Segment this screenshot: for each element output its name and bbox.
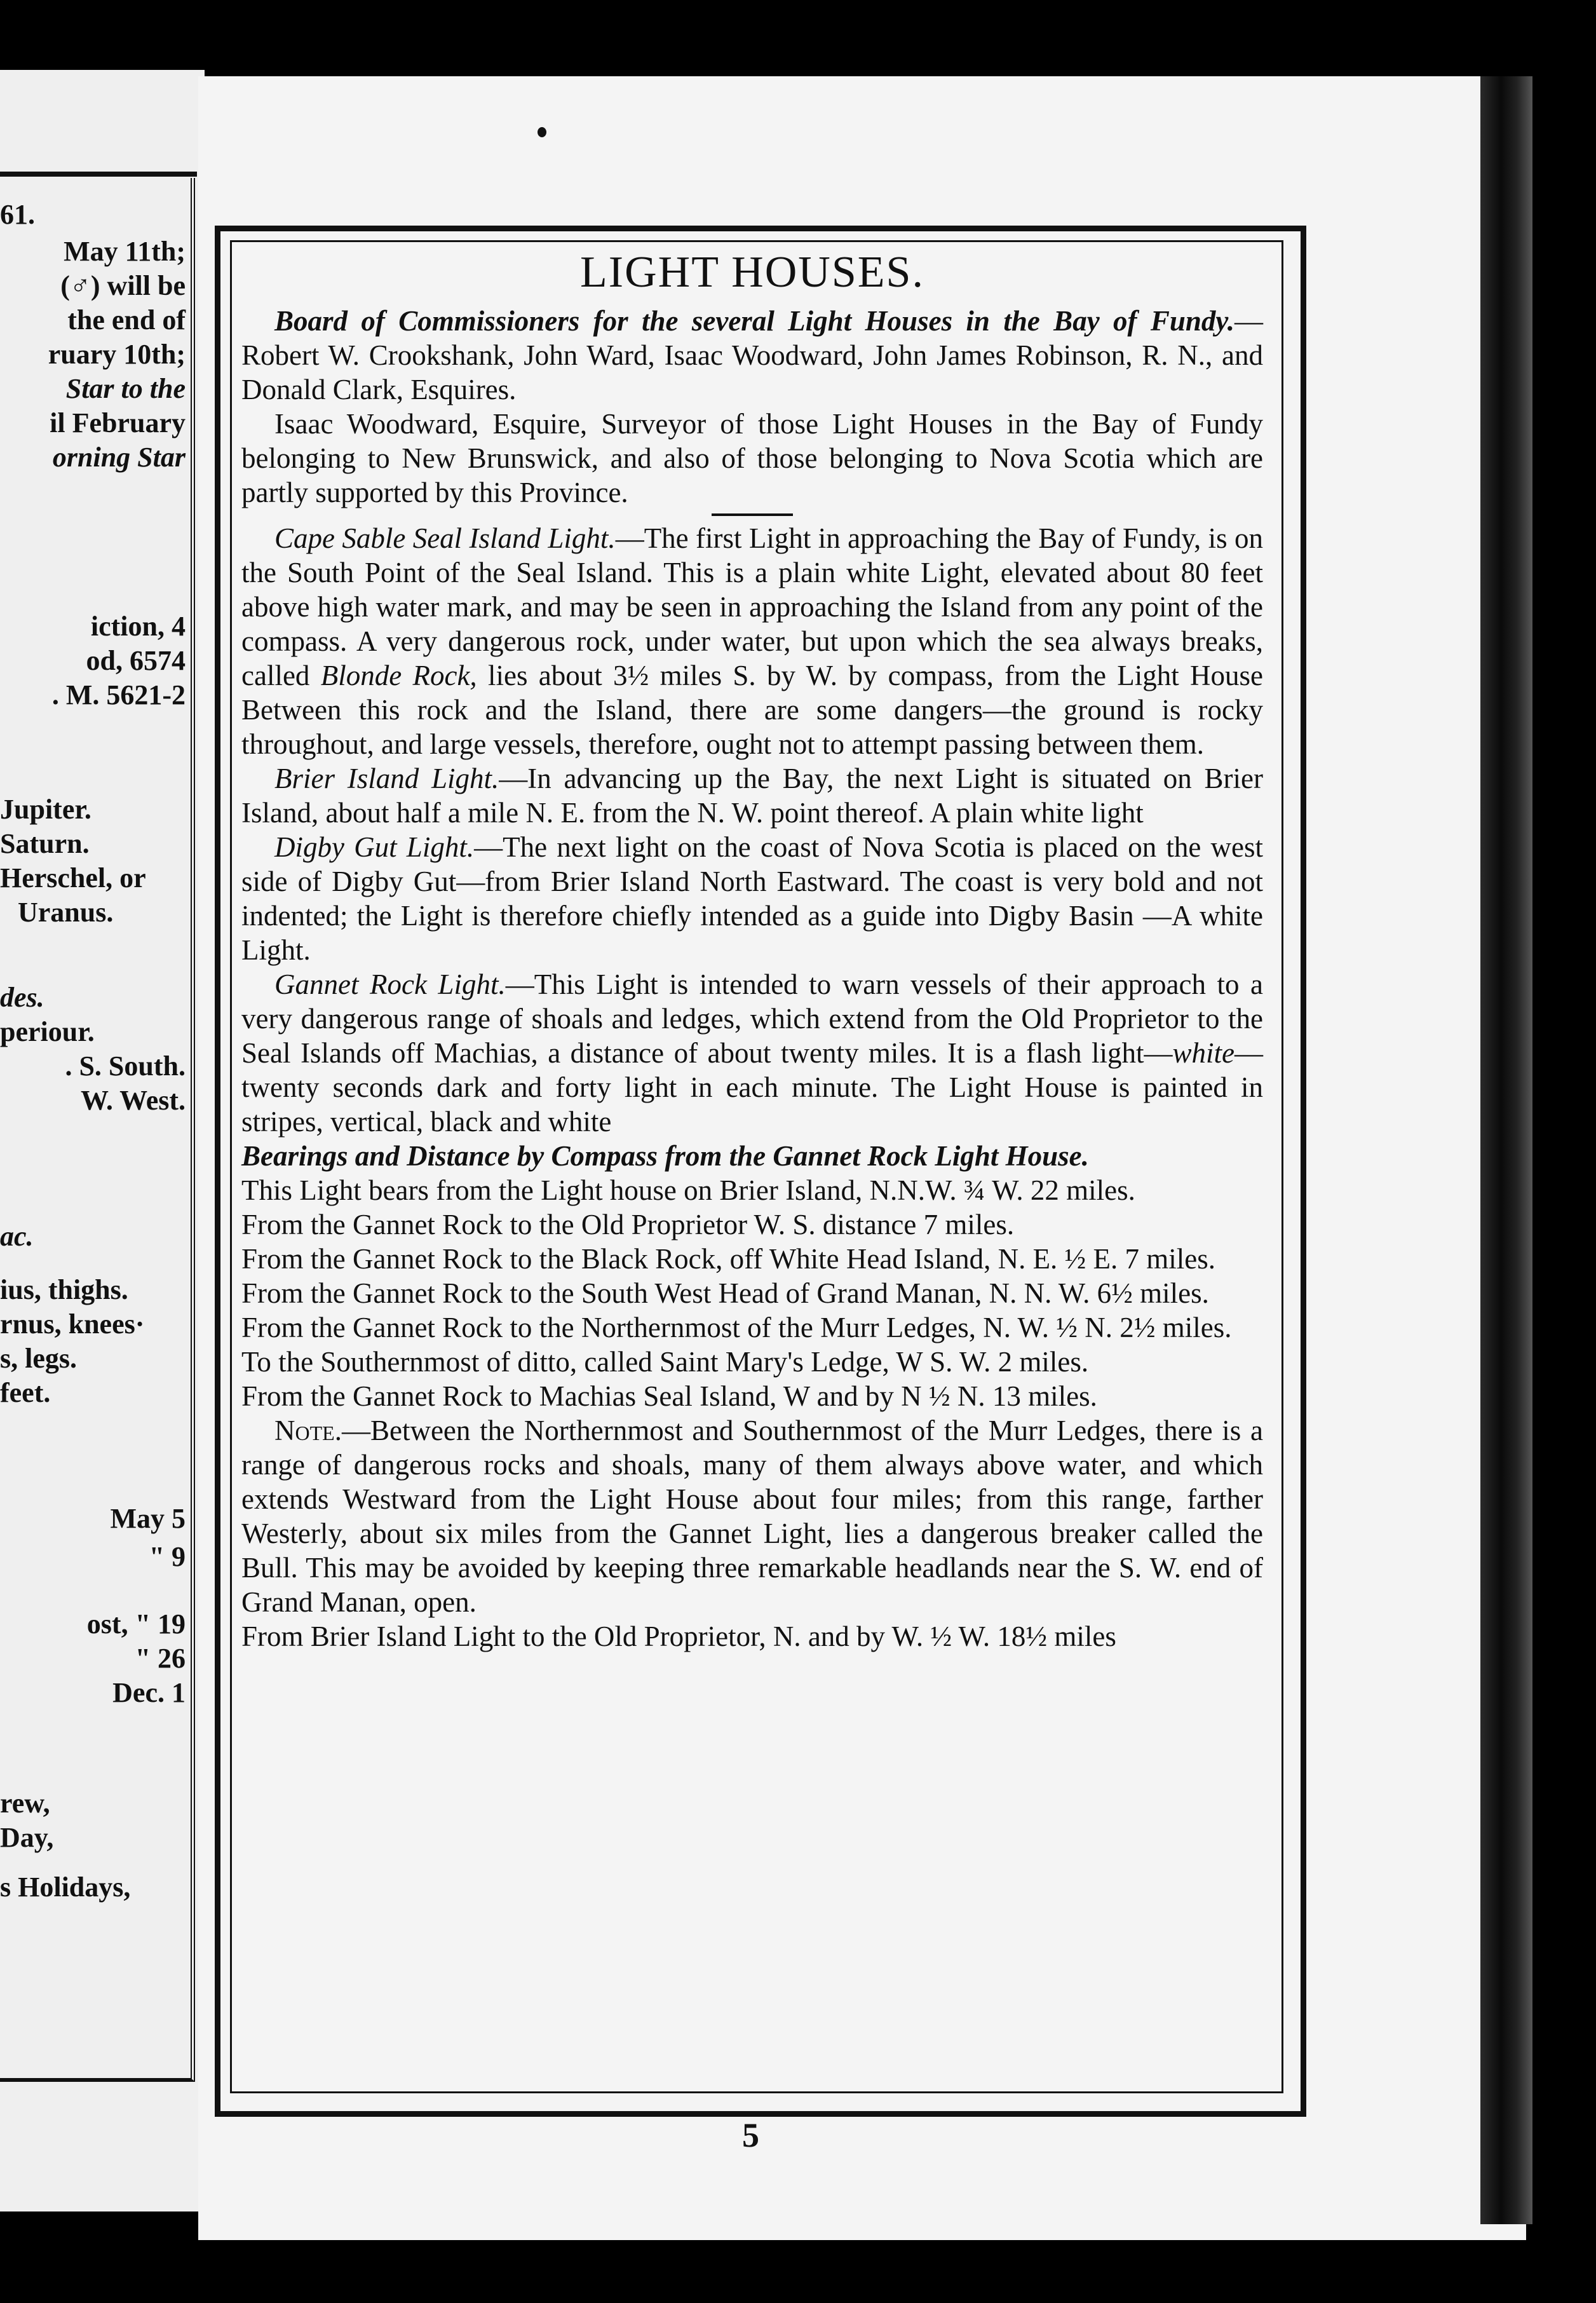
left-text-line: Saturn. [0,828,90,859]
digby-gut-heading: Digby Gut Light. [274,831,475,863]
cape-sable-text-cont: lies about 3½ miles S. by W. by compass, from the Light House Between this rock and the Island, there are some dangers—the ground is rocky throughout, and large vessels, therefore, ought not to attempt passing between them. [241,660,1263,760]
final-bearing: From Brier Island Light to the Old Proprietor, N. and by W. ½ W. 18½ miles [241,1620,1116,1652]
gannet-rock-text-cont: —twenty seconds dark and forty light in each minute. The Light House is painted in stripes, vertical, black and white [241,1037,1263,1138]
left-text-line: (♂) will be [60,270,186,301]
bearings-heading: Bearings and Distance by Compass from the Gannet Rock Light House. [241,1140,1089,1172]
gannet-rock-heading: Gannet Rock Light. [274,968,506,1000]
gannet-rock-text: —This Light is intended to warn vessels of their approach to a very dangerous range of shoals and ledges, which extend from the Old Proprietor to the Seal Islands off Machias, a distance of about twenty miles. It is a flash light— [241,968,1263,1069]
digby-gut-paragraph [241,830,1263,967]
left-text-line: W. West. [80,1085,186,1116]
left-text-line: iction, 4 [90,611,186,642]
left-text-line: s Holidays, [0,1872,131,1903]
section-divider [712,513,793,516]
left-text-line: feet. [0,1377,51,1408]
left-text-line: May 11th; [64,236,186,267]
brier-island-heading: Brier Island Light. [274,763,499,794]
left-text-line: . S. South. [65,1050,186,1082]
left-text-line: Day, [0,1822,54,1853]
bearing-entry: From the Gannet Rock to the Old Proprietor W. S. distance 7 miles. [241,1209,1015,1240]
cape-sable-paragraph [241,521,1263,761]
article [241,245,1263,1654]
left-text-line: Uranus. [18,897,114,928]
left-text-line: 61. [0,199,35,230]
board-paragraph [241,304,1263,407]
bearing-entry: From the Gannet Rock to the Northernmost of the Murr Ledges, N. W. ½ N. 2½ miles. [241,1312,1232,1343]
note-paragraph [241,1413,1263,1619]
left-text-line: . M. 5621-2 [51,679,186,710]
left-text-line: " 26 [135,1643,186,1674]
left-text-line: s, legs. [0,1343,77,1374]
gannet-rock-paragraph [241,967,1263,1139]
surveyor-paragraph: Isaac Woodward, Esquire, Surveyor of those Light Houses in the Bay of Fundy belonging to New Brunswick, and also of those belonging to Nova Scotia which are partly supported by this Province. [241,408,1263,508]
left-text-line: May 5 [110,1503,186,1534]
left-text-line: Dec. 1 [112,1677,186,1708]
bearing-entry: From the Gannet Rock to the South West Head of Grand Manan, N. N. W. 6½ miles. [241,1277,1209,1309]
left-text-line: des. [0,982,44,1013]
left-text-line: rew, [0,1788,50,1819]
ink-dot [538,127,546,137]
left-text-line: il February [50,407,186,438]
board-text: —Robert W. Crookshank, John Ward, Isaac Woodward, John James Robinson, R. N., and Donald Clark, Esquires. [241,305,1263,405]
page-number: 5 [742,2116,759,2154]
cape-sable-heading: Cape Sable Seal Island Light. [274,522,616,554]
article-title: LIGHT HOUSES. [580,248,924,297]
left-text-line: Herschel, or [0,862,146,893]
left-page-rule [0,172,197,177]
bearing-entry: This Light bears from the Light house on Brier Island, N.N.W. ¾ W. 22 miles. [241,1174,1135,1206]
board-heading: Board of Commissioners for the several Light Houses in the Bay of Fundy. [274,305,1234,337]
left-text-line: orning Star [52,442,186,473]
blonde-rock: Blonde Rock, [320,660,477,691]
left-text-line: rnus, knees· [0,1308,145,1340]
bearing-entry: From the Gannet Rock to Machias Seal Island, W and by N ½ N. 13 miles. [241,1380,1097,1412]
gannet-white: white [1172,1037,1234,1069]
book-spine [1480,76,1532,2224]
left-text-line: the end of [67,304,186,336]
left-text-line: od, 6574 [86,645,186,676]
left-text-line: ac. [0,1221,34,1252]
left-text-line: Star to the [65,373,186,404]
brier-island-paragraph [241,761,1263,830]
bearing-entry: To the Southernmost of ditto, called Saint Mary's Ledge, W S. W. 2 miles. [241,1346,1089,1378]
note-label: Note. [274,1415,342,1446]
cape-sable-text: —The first Light in approaching the Bay of Fundy, is on the South Point of the Seal Island. This is a plain white Light, elevated about 80 feet above high water mark, and may be seen in approaching the Island from any point of the compass. A very dangerous rock, under water, but upon which the sea always breaks, called [241,522,1263,691]
left-text-line: ost, " 19 [86,1608,186,1640]
brier-island-text: —In advancing up the Bay, the next Light is situated on Brier Island, about half a mile N. E. from the N. W. point thereof. A plain white light [241,763,1263,829]
left-text-line: ruary 10th; [48,339,186,370]
digby-gut-text: —The next light on the coast of Nova Scotia is placed on the west side of Digby Gut—from Brier Island North Eastward. The coast is very bold and not indented; the Light is therefore chiefly intended as a guide into Digby Basin —A white Light. [241,831,1263,966]
left-text-line: Jupiter. [0,794,91,825]
bearing-entry: From the Gannet Rock to the Black Rock, off White Head Island, N. E. ½ E. 7 miles. [241,1243,1216,1275]
left-page [0,70,205,2211]
note-text: —Between the Northernmost and Southernmost of the Murr Ledges, there is a range of dangerous rocks and shoals, many of them always above water, and which extends Westward from the Light House about four miles; from this range, farther Westerly, about six miles from the Gannet Light, lies a dangerous breaker called the Bull. This may be avoided by keeping three remarkable headlands near the S. W. end of Grand Manan, open. [241,1415,1263,1618]
left-text-line: ius, thighs. [0,1274,128,1305]
left-text-line: " 9 [149,1541,186,1572]
left-text-line: periour. [0,1016,95,1047]
